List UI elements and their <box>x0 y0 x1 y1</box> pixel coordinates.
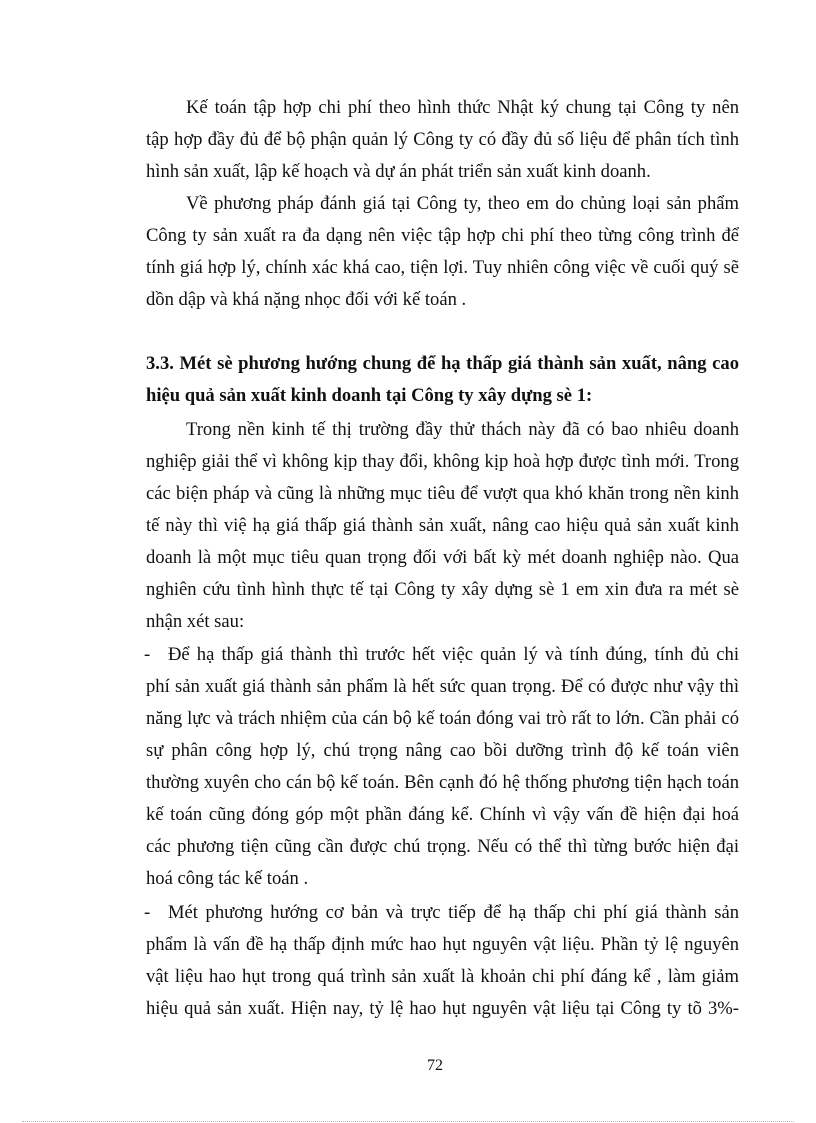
paragraph-line: hình sản xuất, lập kế hoạch và dự án phát triển sản xuất kinh doanh. <box>146 161 651 182</box>
paragraph-line: nhận xét sau: <box>146 611 245 632</box>
bullet-line: năng lực và trách nhiệm của cán bộ kế toán đóng vai trò rất to lớn. Cần phải có <box>146 708 739 729</box>
bullet-line: các phương tiện cũng cần được chú trọng. Nếu có thể thì từng bước hiện đại <box>146 836 739 857</box>
bullet-line: Mét phương hướng cơ bản và trực tiếp để hạ thấp chi phí giá thành sản <box>168 902 739 923</box>
section-heading: 3.3. Mét sè phương hướng chung để hạ thấp giá thành sản xuất, nâng cao <box>146 353 739 374</box>
bullet-line: phí sản xuất giá thành sản phẩm là hết sức quan trọng. Để có được như vậy thì <box>146 676 739 697</box>
page-number: 72 <box>427 1057 443 1074</box>
bullet-line: Để hạ thấp giá thành thì trước hết việc quản lý và tính đúng, tính đủ chi <box>168 644 739 665</box>
paragraph-line: tính giá hợp lý, chính xác khá cao, tiện lợi. Tuy nhiên công việc về cuối quý sẽ <box>146 257 739 278</box>
bullet-line: thường xuyên cho cán bộ kế toán. Bên cạnh đó hệ thống phương tiện hạch toán <box>146 772 739 793</box>
bullet-dash: - <box>144 644 151 665</box>
paragraph-line: Về phương pháp đánh giá tại Công ty, theo em do chủng loại sản phẩm <box>186 193 739 214</box>
footer-divider <box>22 1121 794 1122</box>
bullet-dash: - <box>144 902 151 923</box>
section-heading: hiệu quả sản xuất kinh doanh tại Công ty xây dựng sè 1: <box>146 385 593 406</box>
bullet-line: hoá công tác kế toán . <box>146 868 309 889</box>
bullet-line: phẩm là vấn đề hạ thấp định mức hao hụt nguyên vật liệu. Phần tỷ lệ nguyên <box>146 934 739 955</box>
paragraph-line: tế này thì việ hạ giá thấp giá thành sản xuất, nâng cao hiệu quả sản xuất kinh <box>146 515 739 536</box>
paragraph-line: Công ty sản xuất ra đa dạng nên việc tập hợp chi phí theo từng công trình để <box>146 225 739 246</box>
bullet-line: kế toán cũng đóng góp một phần đáng kể. Chính vì vậy vấn đề hiện đại hoá <box>146 804 739 825</box>
paragraph-line: các biện pháp và cũng là những mục tiêu để vượt qua khó khăn trong nền kinh <box>146 483 739 504</box>
bullet-line: hiệu quả sản xuất. Hiện nay, tỷ lệ hao hụt nguyên vật liệu tại Công ty tõ 3%- <box>146 998 739 1019</box>
paragraph-line: nghiên cứu tình hình thực tế tại Công ty xây dựng sè 1 em xin đưa ra mét sè <box>146 579 739 600</box>
paragraph-line: tập hợp đầy đủ để bộ phận quản lý Công ty có đầy đủ số liệu để phân tích tình <box>146 129 739 150</box>
paragraph-line: Kế toán tập hợp chi phí theo hình thức Nhật ký chung tại Công ty nên <box>186 97 739 118</box>
paragraph-line: dồn dập và khá nặng nhọc đối với kế toán . <box>146 289 467 310</box>
bullet-line: vật liệu hao hụt trong quá trình sản xuất là khoản chi phí đáng kể , làm giảm <box>146 966 739 987</box>
paragraph-line: doanh là một mục tiêu quan trọng đối với bất kỳ mét doanh nghiệp nào. Qua <box>146 547 739 568</box>
paragraph-line: Trong nền kinh tế thị trường đầy thử thách này đã có bao nhiêu doanh <box>186 419 739 440</box>
paragraph-line: nghiệp giải thể vì không kịp thay đổi, không kịp hoà hợp được tình mới. Trong <box>146 451 739 472</box>
bullet-line: sự phân công hợp lý, chú trọng nâng cao bồi dưỡng trình độ kế toán viên <box>146 740 739 761</box>
